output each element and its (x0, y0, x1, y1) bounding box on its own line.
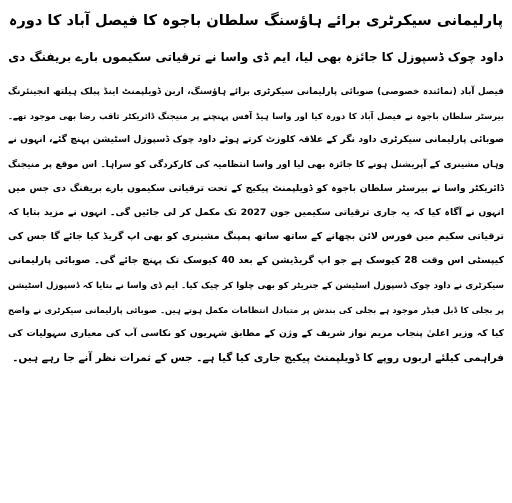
article-line: وہاں مشینری کے آپریشنل ہونے کا جائزہ بھی لیا اور واسا انتظامیہ کی کارکردگی کو سراہا۔ اس موقع پر منیجنگ (8, 159, 504, 170)
article-line: کیا کہ وزیر اعلیٰ پنجاب مریم نواز شریف کے وژن کے مطابق شہریوں کو نکاسی آب کی معیاری سہولیات کی (8, 327, 504, 339)
article-line: فراہمی کیلئے اربوں روپے کا ڈویلپمنٹ پیکیج جاری کیا گیا ہے۔ جس کے ثمرات نظر آنے جا رہے ہیں۔ (12, 352, 504, 365)
article-line: بیرسٹر سلطان باجوہ نے فیصل آباد کا دورہ کیا اور واسا ہیڈ آفس پہنچنے پر منیجنگ ڈائریکٹر ثاقب رضا بھی موجود تھے۔ (8, 111, 504, 122)
article-line: صوبائی پارلیمانی سیکرٹری داود نگر کے علاقہ کلوزٹ کرتے ہوئے داود چوک ڈسپوزل اسٹیشن پہنچ گئے، انہوں نے (8, 134, 504, 146)
article-line: ترقیاتی سکیم میں فورس لائن بچھانے کے ساتھ ساتھ پمپنگ مشینری کو بھی اپ گریڈ کیا جائے گا جس کی (8, 231, 504, 243)
article-line: ڈائریکٹر واسا نے بیرسٹر سلطان باجوہ کو ڈویلپمنٹ پیکیج کے تحت ترقیاتی سکیموں بارے بریفنگ دی جس میں (8, 182, 504, 194)
article-line: فیصل آباد (نمائندہ خصوصی) صوبائی پارلیمانی سیکرٹری برائے ہاؤسنگ، اربن ڈویلپمنٹ اینڈ پبلک ہیلتھ انجینئرنگ (8, 87, 504, 97)
article-line: سیکرٹری نے داود چوک ڈسپوزل اسٹیشن کے جنریٹر کو بھی چلوا کر چیک کیا۔ ایم ڈی واسا نے بتایا کہ ڈسپوزل اسٹیشن (8, 280, 504, 291)
article-line: کیپسٹی اس وقت 28 کیوسک ہے جو اپ گریڈیشن کے بعد 40 کیوسک تک پہنچ جائے گی۔ صوبائی پارلیمانی (8, 255, 504, 267)
headline-line-1: پارلیمانی سیکرٹری برائے ہاؤسنگ سلطان باجوہ کا فیصل آباد کا دورہ (8, 12, 504, 29)
article-line: انہوں نے آگاہ کیا کہ یہ جاری ترقیاتی سکیمیں جون 2027 تک مکمل کر لی جائیں گی۔ انہوں نے مزید بتایا کہ (8, 206, 504, 218)
headline-line-2: داود چوک ڈسپوزل کا جائزہ بھی لیا، ایم ڈی واسا نے ترقیاتی سکیموں بارے بریفنگ دی (8, 50, 504, 64)
article-line: پر بجلی کا ڈبل فیڈر موجود ہے بجلی کی بندش پر متبادل انتظامات مکمل ہوتے ہیں۔ صوبائی پارلیمانی سیکرٹری نے واضح (8, 304, 504, 315)
article-body (8, 80, 504, 370)
